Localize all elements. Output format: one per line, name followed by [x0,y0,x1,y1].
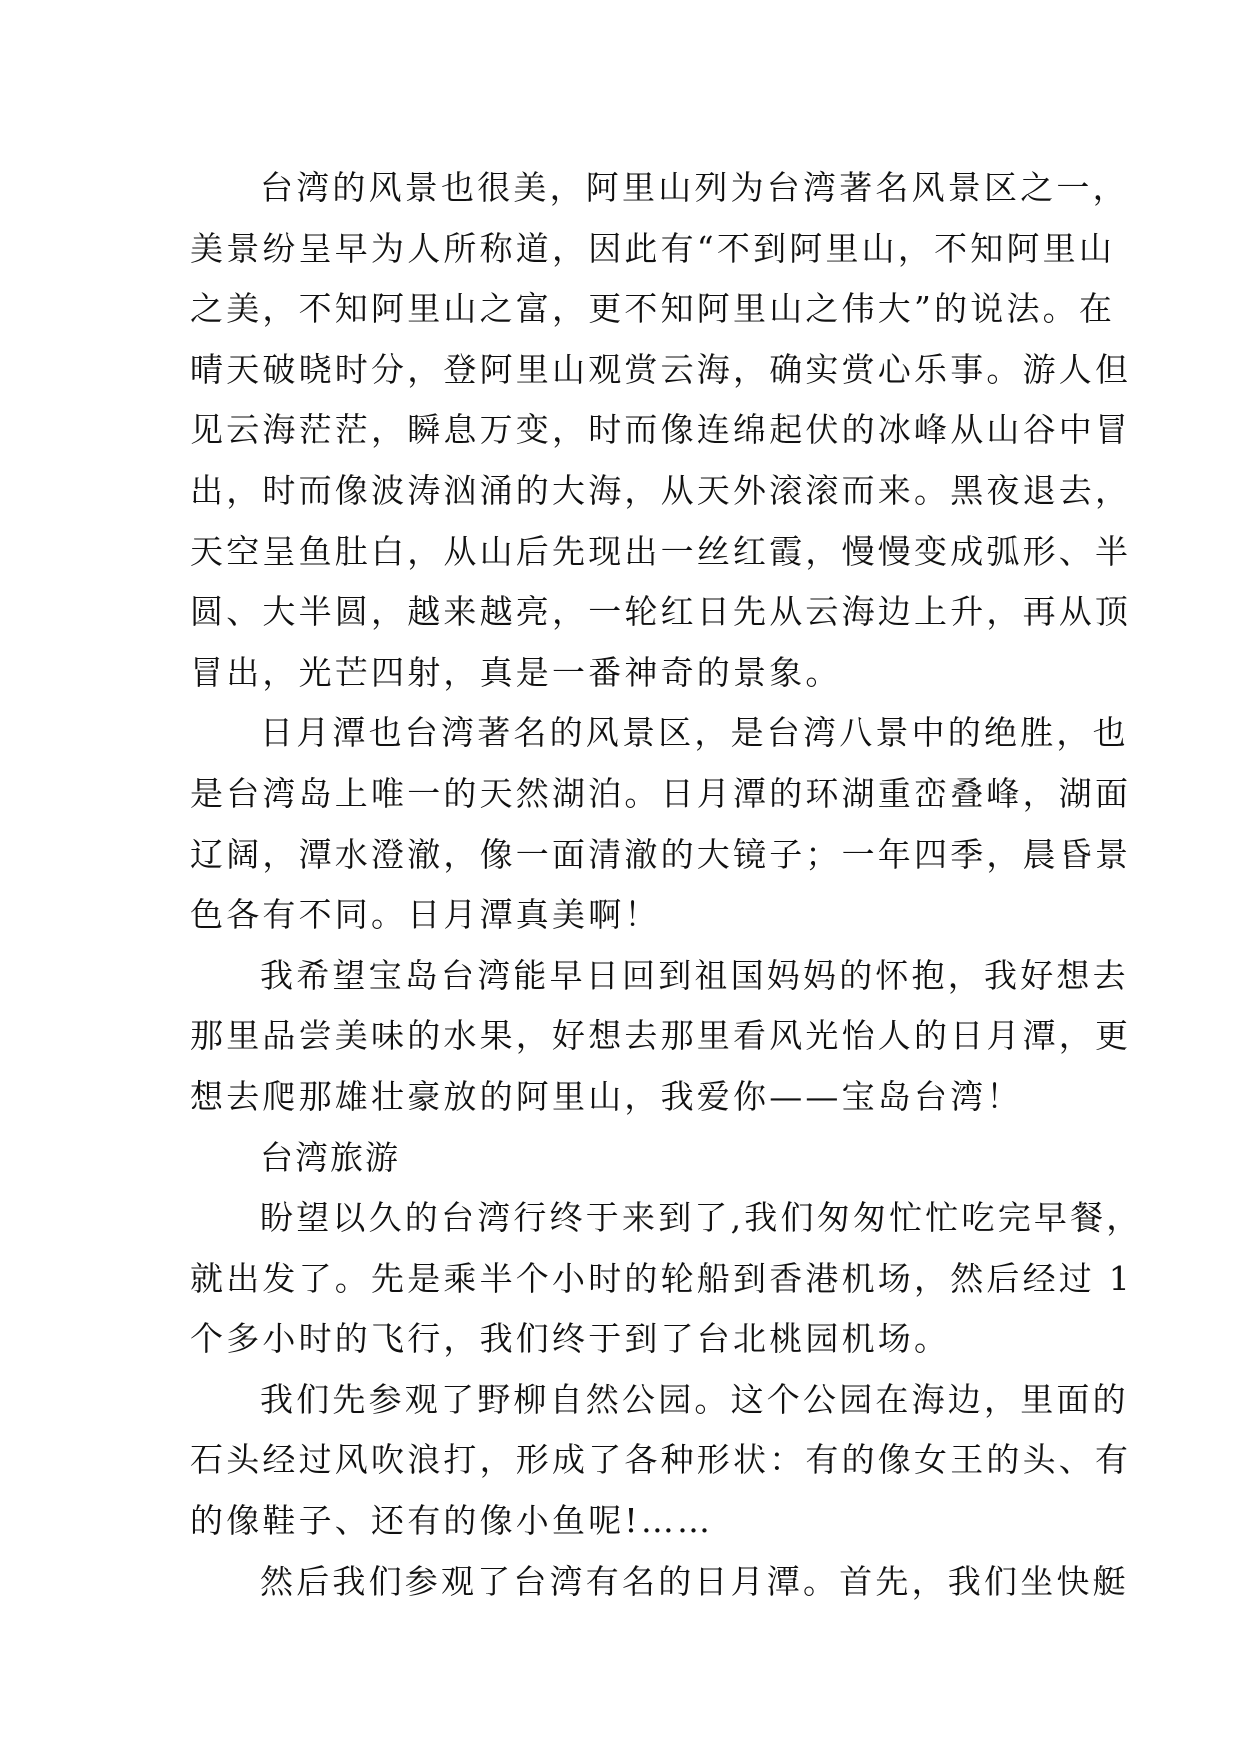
text-line: 是台湾岛上唯一的天然湖泊。日月潭的环湖重峦叠峰，湖面 [190,773,1132,813]
text-line: 晴天破晓时分，登阿里山观赏云海，确实赏心乐事。游人但 [190,349,1132,389]
text-line: 天空呈鱼肚白，从山后先现出一丝红霞，慢慢变成弧形、半 [190,531,1132,571]
text-line: 色各有不同。日月潭真美啊！ [190,895,661,935]
text-line: 然后我们参观了台湾有名的日月潭。首先，我们坐快艇 [260,1561,1129,1601]
text-line: 想去爬那雄壮豪放的阿里山，我爱你——宝岛台湾！ [190,1076,1023,1116]
document-body [190,158,1143,1612]
section-heading: 台湾旅游 [260,1137,400,1177]
text-line: 冒出，光芒四射，真是一番神奇的景象。 [190,652,842,692]
text-line: 见云海茫茫，瞬息万变，时而像连绵起伏的冰峰从山谷中冒 [190,410,1132,450]
text-line: 圆、大半圆，越来越亮，一轮红日先从云海边上升，再从顶 [190,592,1132,632]
text-line: 那里品尝美味的水果，好想去那里看风光怡人的日月潭，更 [190,1016,1132,1056]
text-line: 盼望以久的台湾行终于来到了,我们匆匆忙忙吃完早餐， [260,1198,1143,1238]
text-line: 个多小时的飞行，我们终于到了台北桃园机场。 [190,1319,951,1359]
text-line: 就出发了。先是乘半个小时的轮船到香港机场，然后经过 1 [190,1258,1133,1298]
text-line: 我们先参观了野柳自然公园。这个公园在海边，里面的 [260,1379,1129,1419]
text-line: 我希望宝岛台湾能早日回到祖国妈妈的怀抱，我好想去 [260,955,1129,995]
text-line: 之美，不知阿里山之富，更不知阿里山之伟大”的说法。在 [190,289,1116,329]
text-line: 辽阔，潭水澄澈，像一面清澈的大镜子；一年四季，晨昏景 [190,834,1132,874]
text-line: 石头经过风吹浪打，形成了各种形状：有的像女王的头、有 [190,1440,1132,1480]
text-line: 台湾的风景也很美，阿里山列为台湾著名风景区之一， [260,168,1129,207]
text-line: 日月潭也台湾著名的风景区，是台湾八景中的绝胜，也 [260,713,1129,753]
text-line: 的像鞋子、还有的像小鱼呢!…… [190,1501,714,1541]
text-line: 出，时而像波涛汹涌的大海，从天外滚滚而来。黑夜退去， [190,470,1132,510]
text-line: 美景纷呈早为人所称道，因此有“不到阿里山，不知阿里山 [190,228,1116,268]
